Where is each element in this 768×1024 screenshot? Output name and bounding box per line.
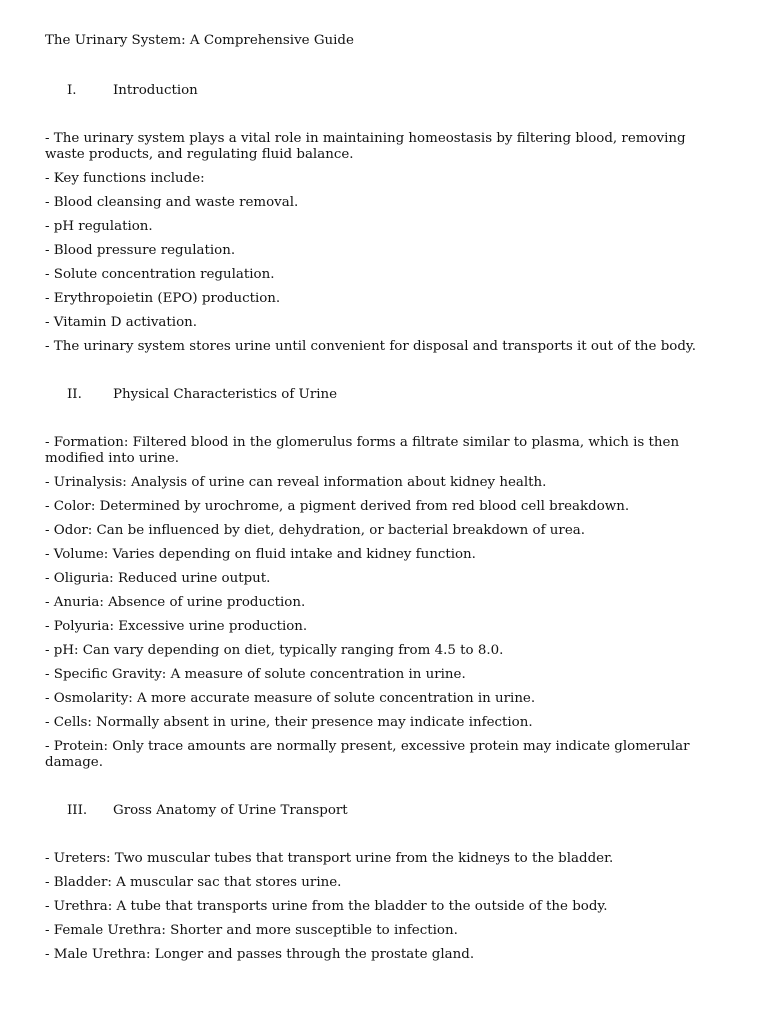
list-item: - pH regulation. [45, 219, 153, 234]
section-title: Physical Characteristics of Urine [113, 387, 338, 402]
introduction-list [45, 131, 718, 355]
list-item: - Odor: Can be influenced by diet, dehydration, or bacterial breakdown of urea. [45, 523, 585, 538]
list-item: - Vitamin D activation. [45, 315, 198, 330]
list-item: - Polyuria: Excessive urine production. [45, 619, 308, 634]
section-heading-gross-anatomy [45, 803, 718, 819]
list-item: - Anuria: Absence of urine production. [45, 595, 306, 610]
section-title: Gross Anatomy of Urine Transport [113, 803, 348, 818]
list-item: - Specific Gravity: A measure of solute concentration in urine. [45, 667, 466, 682]
list-item: - Oliguria: Reduced urine output. [45, 571, 271, 586]
gross-anatomy-list [45, 851, 718, 963]
list-item: - Formation: Filtered blood in the glomerulus forms a filtrate similar to plasma, which is then modified into urine. [45, 435, 680, 466]
list-item: - Female Urethra: Shorter and more susceptible to infection. [45, 923, 458, 938]
list-item: - pH: Can vary depending on diet, typically ranging from 4.5 to 8.0. [45, 643, 504, 658]
list-item: - Ureters: Two muscular tubes that transport urine from the kidneys to the bladder. [45, 851, 614, 866]
list-item: - Color: Determined by urochrome, a pigment derived from red blood cell breakdown. [45, 499, 630, 514]
list-item: - Protein: Only trace amounts are normally present, excessive protein may indicate glomerular damage. [45, 739, 690, 770]
list-item: - Blood cleansing and waste removal. [45, 195, 299, 210]
section-number: I. [67, 83, 77, 98]
list-item: - Key functions include: [45, 171, 205, 186]
document-title: The Urinary System: A Comprehensive Guide [45, 33, 354, 48]
list-item: - Blood pressure regulation. [45, 243, 236, 258]
list-item: - Bladder: A muscular sac that stores urine. [45, 875, 342, 890]
section-title: Introduction [113, 83, 198, 98]
list-item: - The urinary system plays a vital role in maintaining homeostasis by filtering blood, removing waste products, and regulating fluid balance. [45, 131, 686, 162]
section-heading-introduction [45, 83, 718, 99]
list-item: - Erythropoietin (EPO) production. [45, 291, 281, 306]
section-number: III. [67, 803, 88, 818]
section-heading-physical-characteristics [45, 387, 718, 403]
list-item: - Cells: Normally absent in urine, their presence may indicate infection. [45, 715, 533, 730]
list-item: - Volume: Varies depending on fluid intake and kidney function. [45, 547, 476, 562]
list-item: - Osmolarity: A more accurate measure of solute concentration in urine. [45, 691, 536, 706]
list-item: - Urinalysis: Analysis of urine can reveal information about kidney health. [45, 475, 547, 490]
physical-characteristics-list [45, 435, 718, 771]
list-item: - Solute concentration regulation. [45, 267, 275, 282]
section-number: II. [67, 387, 82, 402]
list-item: - The urinary system stores urine until convenient for disposal and transports it out of the body. [45, 339, 696, 354]
list-item: - Urethra: A tube that transports urine from the bladder to the outside of the body. [45, 899, 608, 914]
list-item: - Male Urethra: Longer and passes through the prostate gland. [45, 947, 475, 962]
